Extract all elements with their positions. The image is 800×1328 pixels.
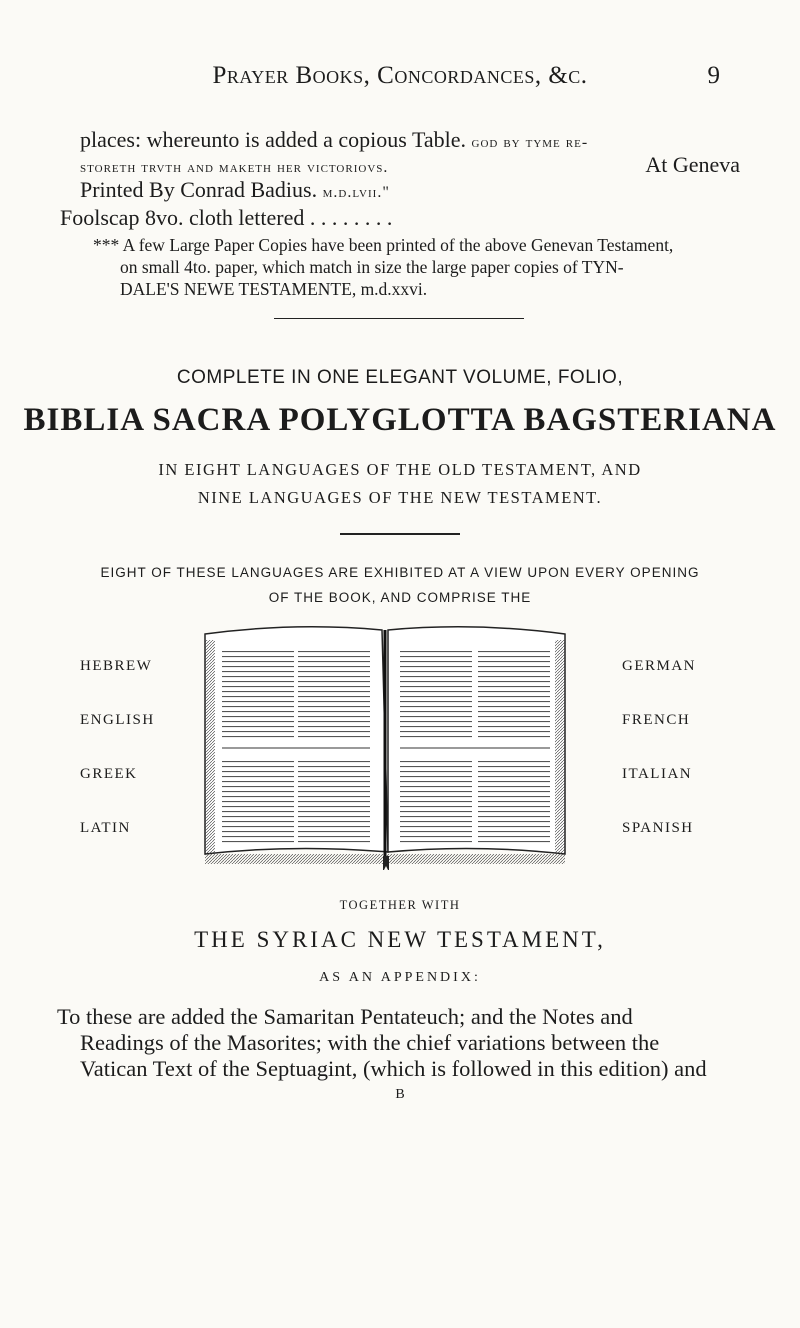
title-continuation-line-1: places: whereunto is added a copious Table. god by tyme re-: [80, 127, 589, 152]
languages-line-1: IN EIGHT LANGUAGES OF THE OLD TESTAMENT, AND: [158, 460, 642, 479]
language-french: FRENCH: [622, 712, 691, 728]
note-line-1: *** A few Large Paper Copies have been printed of the above Genevan Testament,: [93, 235, 674, 255]
language-english: ENGLISH: [80, 712, 155, 728]
title-continuation-line-2: storeth trvth and maketh her victoriovs. At Geneva: [80, 152, 740, 177]
page-number: 9: [707, 62, 720, 89]
divider-rule: [274, 318, 524, 319]
language-german: GERMAN: [622, 658, 697, 674]
closing-line-1: To these are added the Samaritan Pentateuch; and the Notes and: [57, 1004, 633, 1029]
note-line-3: DALE'S NEWE TESTAMENTE, m.d.xxvi.: [120, 279, 428, 299]
language-greek: GREEK: [80, 766, 138, 782]
note-line-2: on small 4to. paper, which match in size the large paper copies of TYN-: [120, 257, 624, 277]
syriac-title: THE SYRIAC NEW TESTAMENT,: [194, 927, 606, 952]
language-italian: ITALIAN: [622, 766, 693, 782]
languages-line-2: NINE LANGUAGES OF THE NEW TESTAMENT.: [197, 488, 603, 507]
exhibit-line-2: OF THE BOOK, AND COMPRISE THE: [268, 590, 532, 605]
together-with: TOGETHER WITH: [339, 898, 461, 912]
language-latin: LATIN: [80, 820, 131, 836]
foolscap-line: Foolscap 8vo. cloth lettered . . . . . . . .: [60, 205, 393, 230]
language-hebrew: HEBREW: [80, 658, 153, 674]
exhibit-line-1: EIGHT OF THESE LANGUAGES ARE EXHIBITED AT A VIEW UPON EVERY OPENING: [100, 565, 700, 580]
open-polyglot-book-illustration: [200, 620, 570, 870]
main-title: BIBLIA SACRA POLYGLOTTA BAGSTERIANA: [23, 402, 777, 438]
title-continuation-line-3: Printed By Conrad Badius. m.d.lvii.": [80, 177, 390, 202]
appendix-line: AS AN APPENDIX:: [319, 970, 481, 985]
running-head: [0, 58, 800, 98]
closing-line-3: Vatican Text of the Septuagint, (which is followed in this edition) and: [80, 1056, 707, 1081]
closing-line-2: Readings of the Masorites; with the chief variations between the: [80, 1030, 660, 1055]
running-title: Prayer Books, Concordances, &c.: [212, 62, 588, 89]
complete-volume-line: COMPLETE IN ONE ELEGANT VOLUME, FOLIO,: [176, 367, 624, 388]
short-rule: [340, 533, 460, 535]
language-spanish: SPANISH: [622, 820, 694, 836]
signature-mark: B: [395, 1087, 405, 1102]
